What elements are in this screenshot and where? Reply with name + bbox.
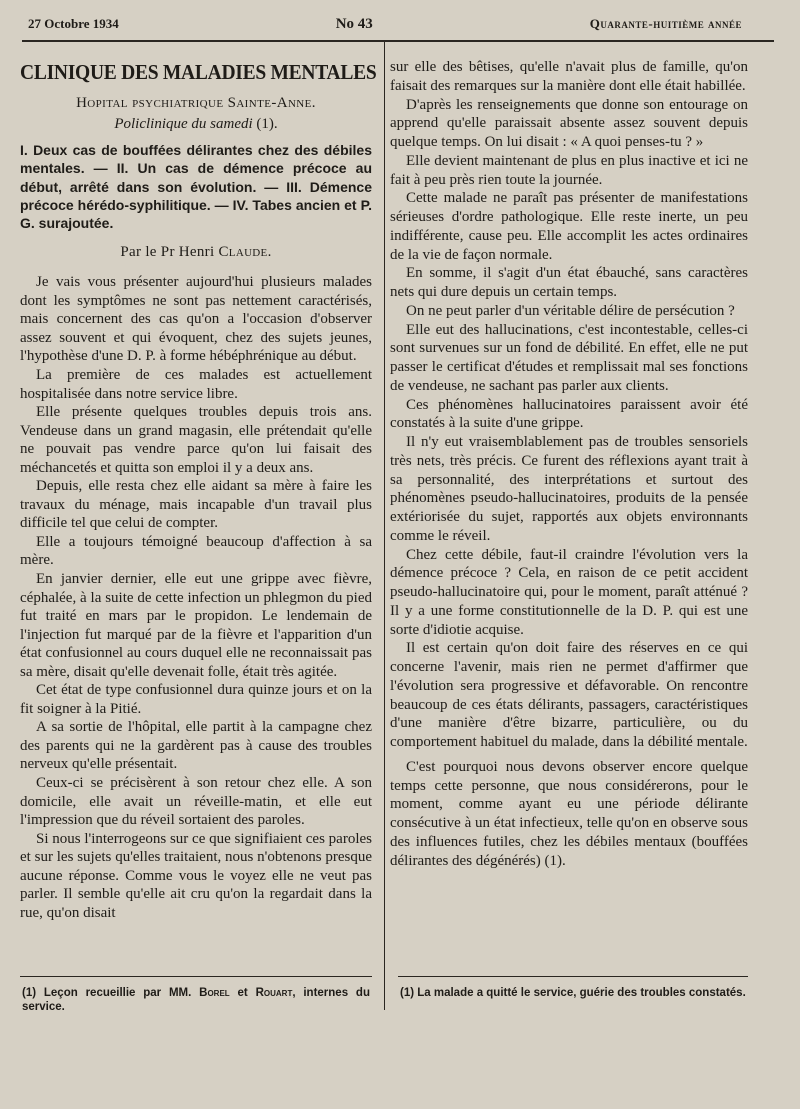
header-year: Quarante-huitième année — [589, 16, 742, 31]
hospital-line: Hopital psychiatrique Sainte-Anne. — [76, 95, 316, 111]
paragraph: A sa sortie de l'hôpital, elle partit à la campagne chez des parents qui ne la gardèrent pas à cause des troubles nerveux qu'elle présentait. — [20, 719, 372, 773]
paragraph: La première de ces malades est actuellement hospitalisée dans notre service libre. — [20, 367, 372, 402]
paragraph: En somme, il s'agit d'un état ébauché, sans caractères nets qui dure depuis un certain temps. — [390, 265, 748, 300]
paragraph: Je vais vous présenter aujourd'hui plusieurs malades dont les symptômes ne sont pas nettement caractérisés, mais concernent des cas qu'on a l'occasion d'observer assez souvent et qui évoquent, chez des sujets jeunes, l'hypothèse d'une D. P. à forme hébéphrénique au début. — [20, 274, 372, 365]
author-name: Claude. — [218, 243, 272, 260]
paragraph: Cette malade ne paraît pas présenter de manifestations sérieuses d'ordre pathologique. Elle reste inerte, un peu indifférente, cause peu. Elle accomplit les actes ordinaires de la vie de façon normale. — [390, 190, 748, 263]
footnote-rule-left — [20, 976, 372, 977]
header-rule — [22, 40, 774, 42]
paragraph: Si nous l'interrogeons sur ce que signifiaient ces paroles et sur les sujets qu'elles traitaient, nous n'obtenons presque aucune réponse. Comme vous le voyez elle ne veut pas parler. Il semble qu'elle ait cru qu'on la regardait dans la rue, qu'on disait — [20, 830, 372, 921]
footnote-left-name1: Borel — [199, 987, 230, 999]
column-rule — [384, 40, 385, 1010]
footnote-left-prefix: (1) Leçon recueillie par MM. — [22, 987, 192, 999]
footnote-left — [22, 986, 370, 1014]
paragraph: Chez cette débile, faut-il craindre l'évolution vers la démence précoce ? Cela, en raison de ce petit accident pseudo-hallucinatoire qui, pour le moment, paraît atténué ? Il y a une forme constitutionnelle de la D. P. qui est une sorte d'idiotie acquise. — [390, 546, 748, 638]
author-line — [20, 243, 372, 262]
paragraph: Il n'y eut vraisemblablement pas de troubles sensoriels très nets, très précis. Ce furent des réflexions ayant trait à sa personnalité, des interprétations et surtout des phénomènes pseudo-hallucinatoires, produits de la pensée extériorisée du sujet, rapportés aux objets environnants comme le réveil. — [390, 434, 748, 544]
paragraph: Cet état de type confusionnel dura quinze jours et on la fit soigner à la Pitié. — [20, 682, 372, 717]
paragraph: Elle présente quelques troubles depuis trois ans. Vendeuse dans un grand magasin, elle prétendait qu'elle ne pouvait pas vendre parce qu'on lui faisait des méchancetés et quitta son emploi il y a deux ans. — [20, 404, 372, 476]
left-body — [20, 273, 372, 922]
paragraph: On ne peut parler d'un véritable délire de persécution ? — [406, 302, 735, 319]
header-issue: No 43 — [335, 16, 373, 32]
paragraph: Elle eut des hallucinations, c'est incontestable, celles-ci sont survenues sur un fond de débilité. En effet, elle ne put passer le certificat d'études et remplissait mal ses fonctions de vendeuse, ne sachant pas parler aux clients. — [390, 321, 748, 394]
policlinique-title: Policlinique du samedi — [114, 115, 253, 132]
paragraph: Ces phénomènes hallucinatoires paraissent avoir été constatés à la suite d'une grippe. — [390, 396, 748, 432]
header-date: 27 Octobre 1934 — [28, 16, 119, 31]
paragraph: sur elle des bêtises, qu'elle n'avait plus de famille, qu'on faisait des remarques sur la manière dont elle était habillée. — [390, 59, 748, 94]
author-prefix: Par le Pr Henri — [120, 243, 215, 260]
paragraph: Elle a toujours témoigné beaucoup d'affection à sa mère. — [20, 533, 372, 569]
right-column — [390, 58, 748, 870]
paragraph: Depuis, elle resta chez elle aidant sa mère à faire les travaux du ménage, mais incapable d'un travail plus difficile tel que celui de compter. — [20, 478, 372, 532]
footnote-ref: (1). — [256, 115, 278, 132]
left-column — [20, 58, 377, 922]
footnote-left-suffix: internes du service. — [22, 987, 370, 1013]
paragraph: C'est pourquoi nous devons observer encore quelque temps cette personne, que nous considérerons, pour le moment, comme ayant eu une période délirante consécutive à un état infectieux, telle qu'on en observe sous des influences futiles, chez les débiles mentaux (bouffées délirantes des dégénérés) (1). — [390, 758, 748, 869]
paragraph: Elle devient maintenant de plus en plus inactive et ici ne fait à peu près rien toute la journée. — [390, 152, 748, 188]
paragraph: D'après les renseignements que donne son entourage on apprend qu'elle paraissait absente assez souvent depuis quelque temps. On lui disait : « A quoi penses-tu ? » — [390, 96, 748, 150]
paragraph: Ceux-ci se précisèrent à son retour chez elle. A son domicile, elle avait un réveille-matin, et elle eut l'impression que du réveil sortaient des paroles. — [20, 775, 372, 829]
footnote-left-mid: et — [237, 987, 248, 999]
page-header — [28, 16, 742, 38]
right-body — [390, 58, 748, 870]
article-title: CLINIQUE DES MALADIES MENTALES — [20, 60, 377, 84]
paragraph: Il est certain qu'on doit faire des réserves en ce qui concerne l'avenir, mais rien ne permet d'affirmer que l'évolution sera progressive et défavorable. On rencontre beaucoup de ces états délirants, passagers, caractéristiques d'une manière d'être bizarre, particulière, ou du comportement habituel du malade, dans la débilité mentale. — [390, 640, 748, 750]
footnote-rule-right — [398, 976, 748, 977]
paragraph: En janvier dernier, elle eut une grippe avec fièvre, céphalée, à la suite de cette infection un phlegmon du pied fut traité en mars par le propidon. Le lendemain de l'injection fut marqué par de la fièvre et l'apparition d'un état confusionnel au cours duquel elle ne reconnaissait pas sa mère, disait qu'elle devenait folle, était très agitée. — [20, 571, 372, 680]
policlinique-line — [20, 115, 372, 134]
article-summary: I. Deux cas de bouffées délirantes chez des débiles mentales. — II. Un cas de démence précoce au début, arrêté dans son évolution. — III. Démence précoce hérédo-syphilitique. — IV. Tabes ancien et P. G. surajoutée. — [20, 142, 372, 232]
footnote-right: (1) La malade a quitté le service, guérie des troubles constatés. — [400, 987, 746, 999]
footnote-left-name2: Rouart, — [255, 987, 296, 999]
